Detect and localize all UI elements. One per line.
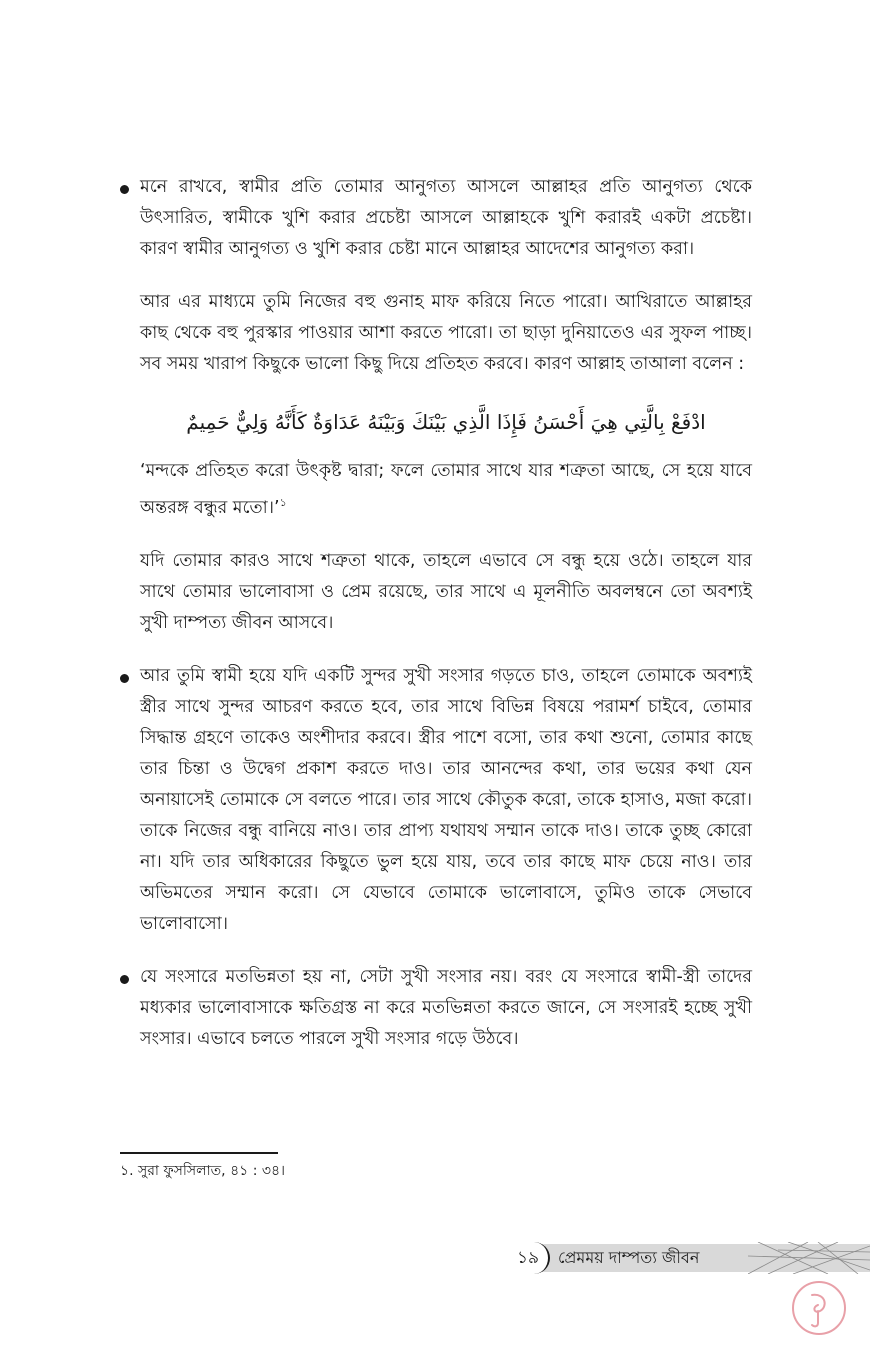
quote-paragraph bbox=[120, 456, 752, 524]
bullet-dot bbox=[120, 674, 129, 683]
publisher-logo-icon bbox=[790, 1279, 848, 1337]
page-footer bbox=[508, 1242, 870, 1274]
footnote-marker: ১ bbox=[279, 496, 287, 509]
paragraph bbox=[120, 546, 752, 639]
bullet-dot bbox=[120, 975, 129, 984]
bullet-paragraph bbox=[120, 962, 752, 1055]
running-title: প্রেমময় দাম্পত্য জীবন bbox=[558, 1248, 700, 1267]
paragraph-text: যদি তোমার কারও সাথে শত্রুতা থাকে, তাহলে এভাবে সে বন্ধু হয়ে ওঠে। তাহলে যার সাথে তোমার ভালোবাসা ও প্রেম রয়েছে, তার সাথে এ মূলনীতি অবলম্বনে তো অবশ্যই সুখী দাম্পত্য জীবন আসবে। bbox=[140, 550, 752, 633]
paragraph-text: যে সংসারে মতভিন্নতা হয় না, সেটা সুখী সংসার নয়। বরং যে সংসারে স্বামী-স্ত্রী তাদের মধ্যকার ভালোবাসাকে ক্ষতিগ্রস্ত না করে মতভিন্নতা করতে জানে, সে সংসারই হচ্ছে সুখী সংসার। এভাবে চলতে পারলে সুখী সংসার গড়ে উঠবে। bbox=[140, 966, 752, 1049]
paragraph-text: আর তুমি স্বামী হয়ে যদি একটি সুন্দর সুখী সংসার গড়তে চাও, তাহলে তোমাকে অবশ্যই স্ত্রীর সাথে সুন্দর আচরণ করতে হবে, তার সাথে বিভিন্ন বিষয়ে পরামর্শ চাইবে, তোমার সিদ্ধান্ত গ্রহণে তাকেও অংশীদার করবে। স্ত্রীর পাশে বসো, তার কথা শুনো, তোমার কাছে তার চিন্তা ও উদ্বেগ প্রকাশ করতে দাও। তার আনন্দের কথা, তার ভয়ের কথা যেন অনায়াসেই তোমাকে সে বলতে পারে। তার সাথে কৌতুক করো, তাকে হাসাও, মজা করো। তাকে নিজের বন্ধু বানিয়ে নাও। তার প্রাপ্য যথাযথ সম্মান তাকে দাও। তাকে তুচ্ছ কোরো না। যদি তার অধিকারের কিছুতে ভুল হয়ে যায়, তবে তার কাছে মাফ চেয়ে নাও। তার অভিমতের সম্মান করো। সে যেভাবে তোমাকে ভালোবাসে, তুমিও তাকে সেভাবে ভালোবাসো। bbox=[140, 665, 752, 934]
paragraph bbox=[120, 287, 752, 380]
bullet-paragraph bbox=[120, 661, 752, 940]
bullet-dot bbox=[120, 185, 129, 194]
footnote: ১. সুরা ফুসসিলাত, ৪১ : ৩৪। bbox=[120, 1163, 286, 1179]
page-body bbox=[120, 172, 752, 1077]
decorative-lines-icon bbox=[748, 1242, 870, 1274]
page-number: ১৯ bbox=[508, 1242, 550, 1274]
footnote-divider bbox=[120, 1152, 278, 1154]
bullet-paragraph bbox=[120, 172, 752, 265]
paragraph-text: মনে রাখবে, স্বামীর প্রতি তোমার আনুগত্য আসলে আল্লাহর প্রতি আনুগত্য থেকে উৎসারিত, স্বামীকে খুশি করার প্রচেষ্টা আসলে আল্লাহকে খুশি করারই একটা প্রচেষ্টা। কারণ স্বামীর আনুগত্য ও খুশি করার চেষ্টা মানে আল্লাহর আদেশের আনুগত্য করা। bbox=[140, 177, 752, 259]
arabic-verse: ادْفَعْ بِالَّتِي هِيَ أَحْسَنُ فَإِذَا الَّذِي بَيْنَكَ وَبَيْنَهُ عَدَاوَةٌ كَأَنَّهُ وَلِيٌّ حَمِيمٌ bbox=[186, 410, 706, 434]
paragraph-text: আর এর মাধ্যমে তুমি নিজের বহু গুনাহ মাফ করিয়ে নিতে পারো। আখিরাতে আল্লাহর কাছ থেকে বহু পুরস্কার পাওয়ার আশা করতে পারো। তা ছাড়া দুনিয়াতেও এর সুফল পাচ্ছ। সব সময় খারাপ কিছুকে ভালো কিছু দিয়ে প্রতিহত করবে। কারণ আল্লাহ তাআলা বলেন : bbox=[140, 292, 752, 374]
quote-text: ‘মন্দকে প্রতিহত করো উৎকৃষ্ট দ্বারা; ফলে তোমার সাথে যার শত্রুতা আছে, সে হয়ে যাবে অন্তরঙ্গ বন্ধুর মতো।’ bbox=[140, 461, 752, 518]
